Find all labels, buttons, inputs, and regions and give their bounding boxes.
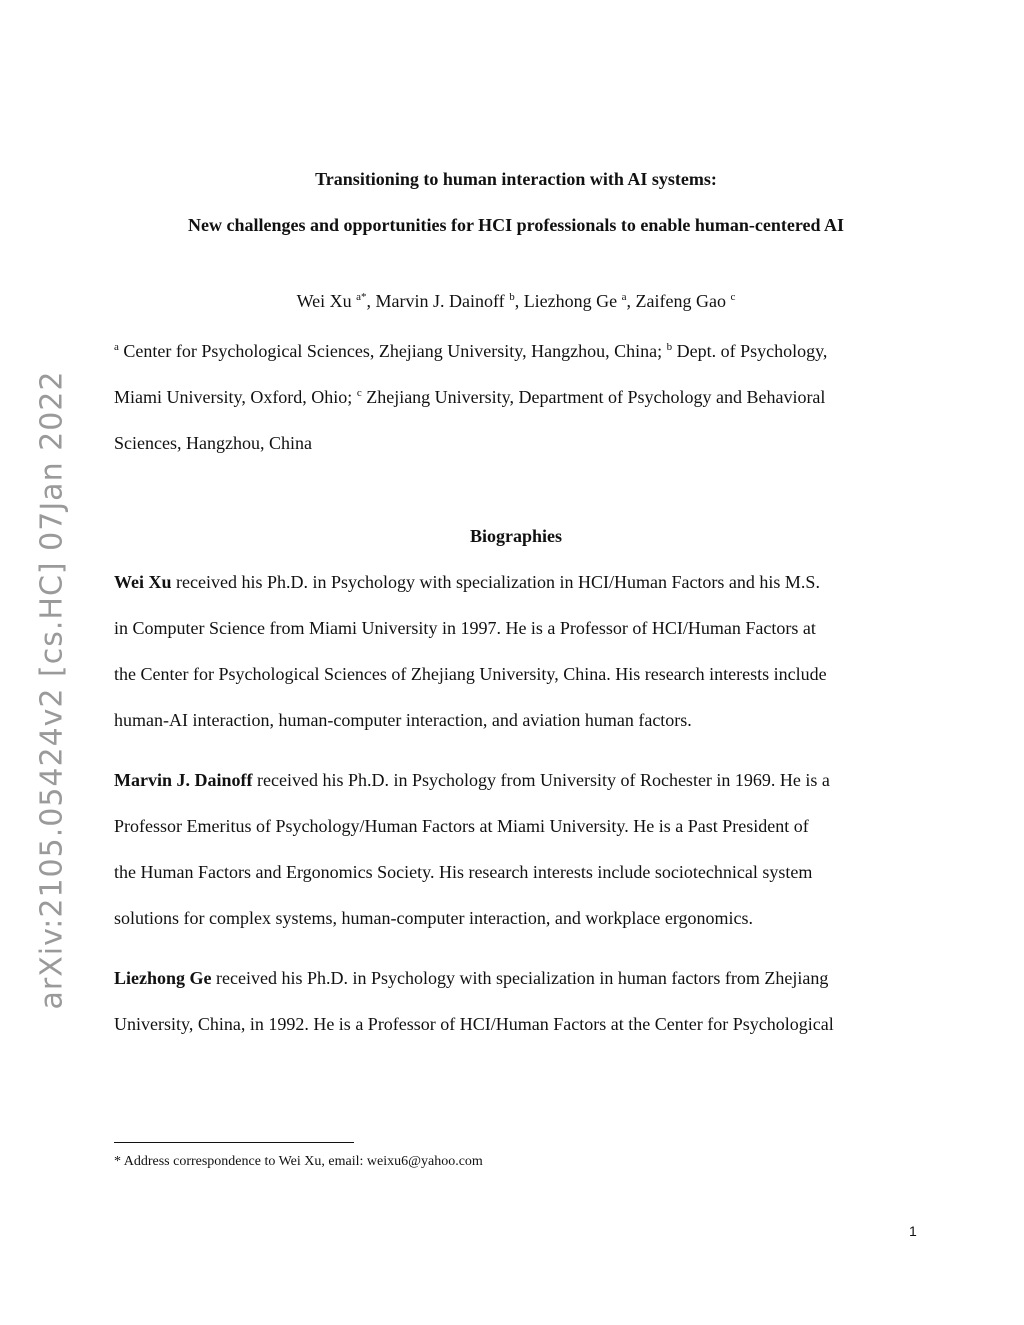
author-affiliation-mark: b: [509, 291, 515, 303]
bio-line: Professor Emeritus of Psychology/Human Factors at Miami University. He is a Past President of: [114, 816, 809, 836]
bio-line: [114, 770, 830, 791]
bio-text: received his Ph.D. in Psychology with specialization in human factors from Zhejiang: [216, 968, 829, 988]
paper-title-line-1: Transitioning to human interaction with AI systems:: [315, 169, 717, 189]
bio-text: received his Ph.D. in Psychology from University of Rochester in 1969. He is a: [257, 770, 830, 790]
author-name: Marvin J. Dainoff: [375, 291, 505, 311]
bio-line: the Center for Psychological Sciences of Zhejiang University, China. His research interests include: [114, 664, 827, 684]
page-number: 1: [909, 1223, 917, 1239]
bio-line: [114, 572, 820, 593]
affiliation-mark: a: [114, 341, 119, 353]
affiliation-line-1: [114, 341, 827, 362]
affiliation-text: Dept. of Psychology,: [676, 341, 828, 361]
author-separator: ,: [366, 291, 376, 311]
bio-line: University, China, in 1992. He is a Professor of HCI/Human Factors at the Center for Psychological: [114, 1014, 834, 1034]
bio-line: the Human Factors and Ergonomics Society. His research interests include sociotechnical system: [114, 862, 813, 882]
affiliation-text: Zhejiang University, Department of Psychology and Behavioral: [366, 387, 826, 407]
author-affiliation-mark: c: [730, 291, 736, 303]
footnote-divider: [114, 1142, 354, 1143]
author-name: Zaifeng Gao: [635, 291, 727, 311]
bio-line: human-AI interaction, human-computer interaction, and aviation human factors.: [114, 710, 692, 730]
affiliation-mark: b: [666, 341, 673, 353]
footnote: * Address correspondence to Wei Xu, email: weixu6@yahoo.com: [114, 1154, 483, 1169]
bio-text: received his Ph.D. in Psychology with specialization in HCI/Human Factors and his M.S.: [176, 572, 820, 592]
author-separator: ,: [514, 291, 524, 311]
affiliation-mark: c: [356, 387, 362, 399]
bio-name: Wei Xu: [114, 572, 172, 592]
section-heading-biographies: Biographies: [469, 526, 562, 546]
affiliation-text: Miami University, Oxford, Ohio;: [114, 387, 353, 407]
affiliation-line-3: Sciences, Hangzhou, China: [114, 433, 312, 453]
author-name: Wei Xu: [296, 291, 352, 311]
bio-name: Liezhong Ge: [114, 968, 212, 988]
author-list: [0, 291, 1024, 312]
paper-title-line-2: New challenges and opportunities for HCI professionals to enable human-centered AI: [187, 215, 845, 235]
bio-line: [114, 968, 828, 989]
author-separator: ,: [626, 291, 636, 311]
author-affiliation-mark: a: [621, 291, 627, 303]
affiliation-text: Center for Psychological Sciences, Zhejiang University, Hangzhou, China;: [123, 341, 663, 361]
arxiv-watermark: arXiv:2105.05424v2 [cs.HC] 07Jan 2022: [34, 370, 70, 1010]
affiliation-line-2: [114, 387, 825, 408]
author-affiliation-mark: a*: [356, 291, 367, 303]
author-name: Liezhong Ge: [523, 291, 618, 311]
bio-line: solutions for complex systems, human-computer interaction, and workplace ergonomics.: [114, 908, 754, 928]
bio-name: Marvin J. Dainoff: [114, 770, 253, 790]
bio-line: in Computer Science from Miami University in 1997. He is a Professor of HCI/Human Factors at: [114, 618, 816, 638]
